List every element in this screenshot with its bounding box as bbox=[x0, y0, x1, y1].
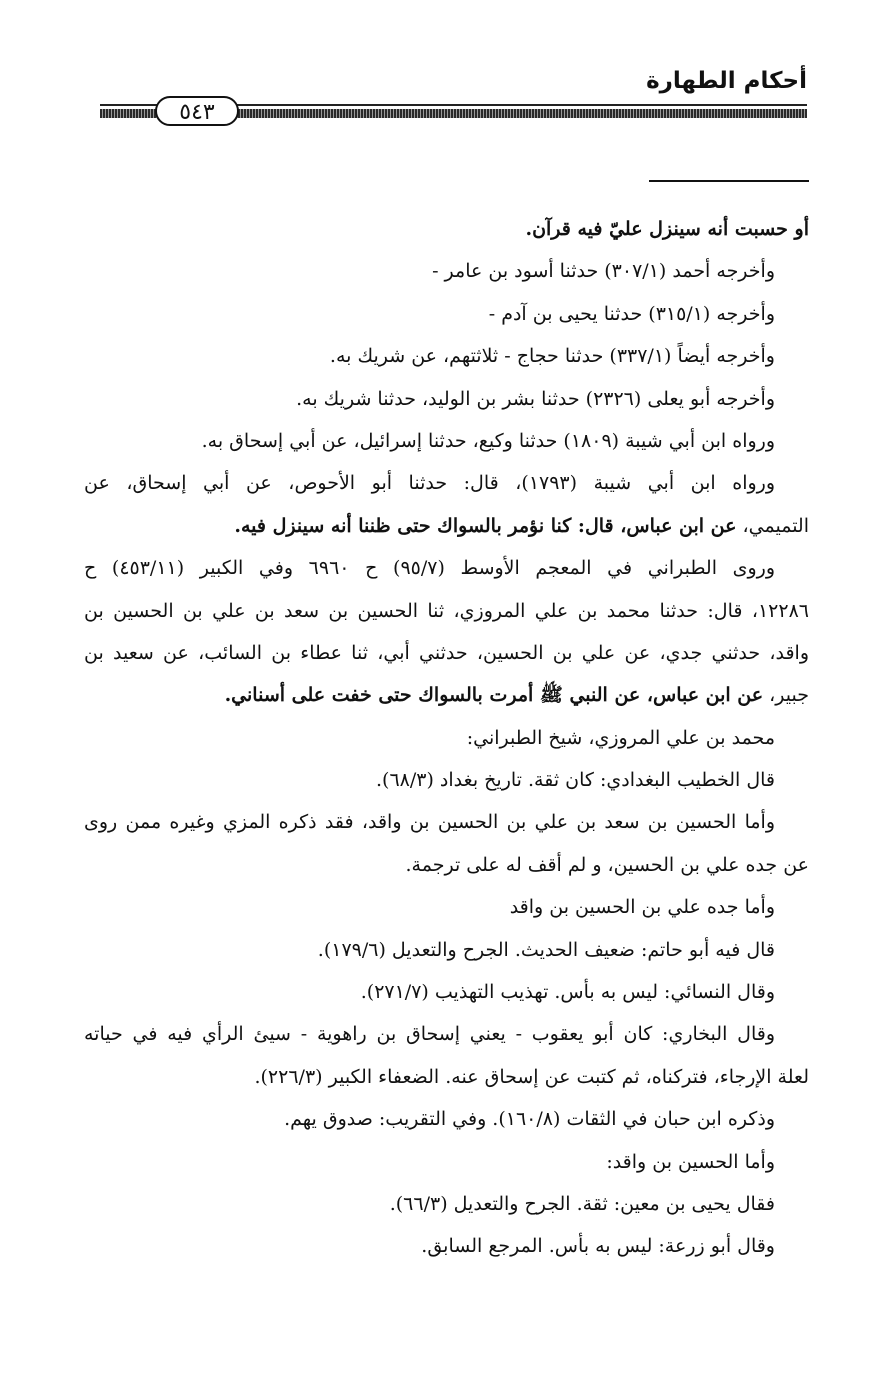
text-line bbox=[84, 801, 809, 843]
text-line bbox=[84, 462, 809, 504]
text-segment: وأما الحسين بن سعد بن علي بن الحسين بن واقد، فقد ذكره المزي وغيره ممن روى bbox=[84, 811, 775, 834]
text-line bbox=[84, 1225, 809, 1267]
text-segment: فقال يحيى بن معين: ثقة. الجرح والتعديل (٦٦/٣). bbox=[389, 1192, 775, 1215]
bold-text-segment: عن ابن عباس، عن النبي ﷺ أمرت بالسواك حتى خفت على أسناني. bbox=[224, 684, 764, 707]
text-segment: قال فيه أبو حاتم: ضعيف الحديث. الجرح والتعديل (١٧٩/٦). bbox=[317, 938, 775, 961]
text-line bbox=[84, 293, 809, 335]
text-line bbox=[84, 505, 809, 547]
text-segment: ورواه ابن أبي شيبة (١٨٠٩) حدثنا وكيع، حدثنا إسرائيل، عن أبي إسحاق به. bbox=[201, 429, 775, 452]
text-segment: عن جده علي بن الحسين، و لم أقف له على ترجمة. bbox=[405, 853, 809, 876]
footnote-separator bbox=[649, 180, 809, 182]
text-line bbox=[84, 208, 809, 250]
text-line bbox=[84, 590, 809, 632]
text-line bbox=[84, 971, 809, 1013]
text-segment: وقال البخاري: كان أبو يعقوب - يعني إسحاق بن راهوية - سيئ الرأي فيه في حياته bbox=[84, 1023, 775, 1046]
text-segment: وأما الحسين بن واقد: bbox=[606, 1150, 775, 1173]
text-line bbox=[84, 886, 809, 928]
text-segment: واقد، حدثني جدي، عن علي بن الحسين، حدثني أبي، ثنا عطاء بن السائب، عن سعيد بن bbox=[84, 641, 809, 664]
page-number: ٥٤٣ bbox=[155, 96, 239, 126]
text-segment: وأخرجه أبو يعلى (٢٣٢٦) حدثنا بشر بن الوليد، حدثنا شريك به. bbox=[296, 387, 775, 410]
text-segment: وأخرجه (٣١٥/١) حدثنا يحيى بن آدم - bbox=[488, 302, 775, 325]
text-line bbox=[84, 1056, 809, 1098]
text-line bbox=[84, 547, 809, 589]
text-line bbox=[84, 1183, 809, 1225]
text-line bbox=[84, 335, 809, 377]
running-header-title: أحكام الطهارة bbox=[646, 68, 807, 94]
text-line bbox=[84, 717, 809, 759]
text-segment: وقال أبو زرعة: ليس به بأس. المرجع السابق. bbox=[421, 1235, 775, 1258]
text-segment: محمد بن علي المروزي، شيخ الطبراني: bbox=[466, 726, 775, 749]
footnote-body bbox=[84, 208, 809, 1268]
text-line bbox=[84, 1141, 809, 1183]
text-line bbox=[84, 759, 809, 801]
text-segment: وأخرجه أيضاً (٣٣٧/١) حدثنا حجاج - ثلاثتهم، عن شريك به. bbox=[329, 345, 775, 368]
text-segment: وأما جده علي بن الحسين بن واقد bbox=[509, 896, 775, 919]
text-segment: التميمي، bbox=[736, 514, 809, 537]
bold-text-segment: عن ابن عباس، قال: كنا نؤمر بالسواك حتى ظننا أنه سينزل فيه. bbox=[234, 514, 737, 537]
text-line bbox=[84, 250, 809, 292]
text-line bbox=[84, 929, 809, 971]
text-line bbox=[84, 420, 809, 462]
text-segment: جبير، bbox=[763, 684, 809, 707]
text-line bbox=[84, 632, 809, 674]
text-segment: لعلة الإرجاء، فتركناه، ثم كتبت عن إسحاق عنه. الضعفاء الكبير (٢٢٦/٣). bbox=[254, 1065, 809, 1088]
text-segment: ١٢٢٨٦، قال: حدثنا محمد بن علي المروزي، ثنا الحسين بن سعد بن علي بن الحسين بن bbox=[84, 599, 809, 622]
text-segment: وأخرجه أحمد (٣٠٧/١) حدثنا أسود بن عامر - bbox=[432, 260, 775, 283]
text-line bbox=[84, 1013, 809, 1055]
text-segment: قال الخطيب البغدادي: كان ثقة. تاريخ بغداد (٦٨/٣). bbox=[376, 769, 775, 792]
bold-text-segment: أو حسبت أنه سينزل عليّ فيه قرآن. bbox=[525, 218, 809, 240]
text-segment: ورواه ابن أبي شيبة (١٧٩٣)، قال: حدثنا أبو الأحوص، عن أبي إسحاق، عن bbox=[84, 472, 775, 495]
text-line bbox=[84, 674, 809, 716]
text-line bbox=[84, 1098, 809, 1140]
text-segment: وروى الطبراني في المعجم الأوسط (٩٥/٧) ح ٦٩٦٠ وفي الكبير (٤٥٣/١١) ح bbox=[84, 557, 776, 580]
text-segment: وقال النسائي: ليس به بأس. تهذيب التهذيب (٢٧١/٧). bbox=[360, 981, 775, 1004]
text-segment: وذكره ابن حبان في الثقات (١٦٠/٨). وفي التقريب: صدوق يهم. bbox=[284, 1108, 775, 1131]
text-line bbox=[84, 844, 809, 886]
text-line bbox=[84, 378, 809, 420]
